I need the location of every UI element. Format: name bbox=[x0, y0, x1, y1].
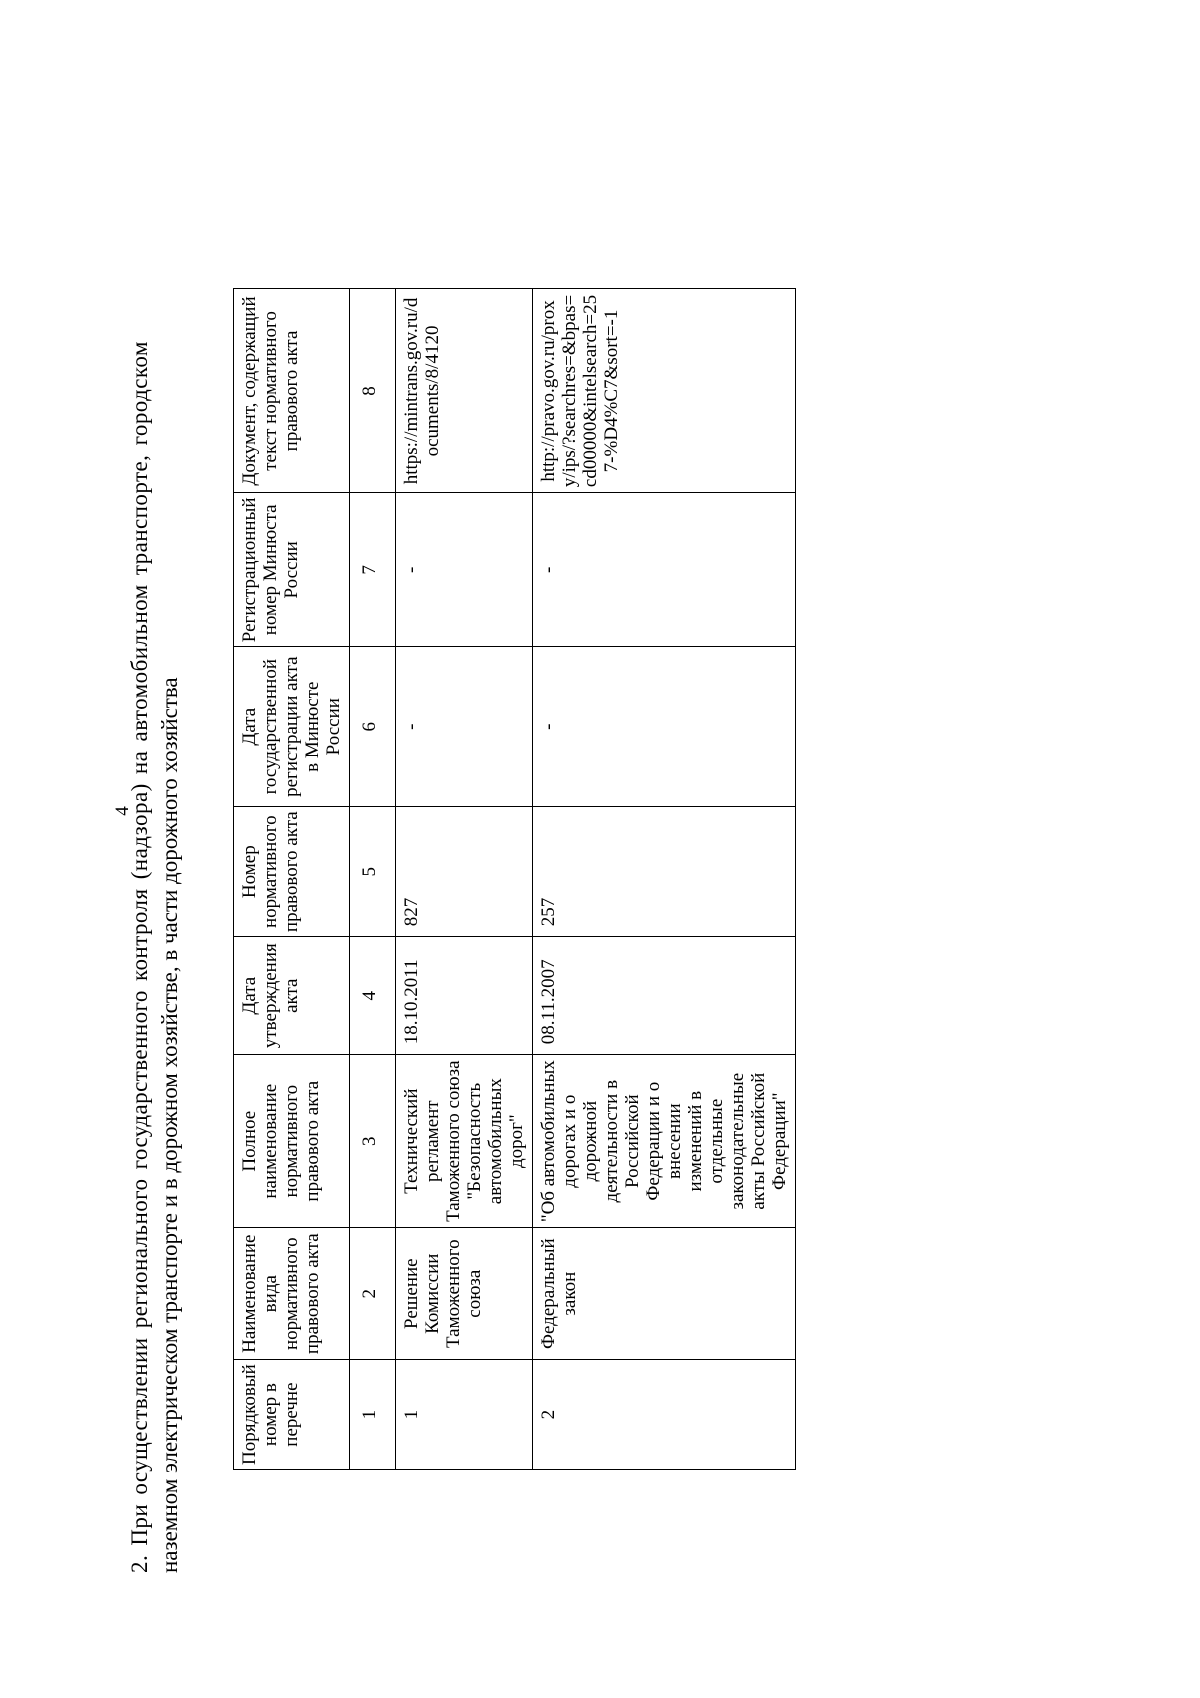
header-order-number: Порядковый номер в перечне bbox=[234, 1360, 350, 1470]
cell-document-link[interactable]: http://pravo.gov.ru/proxy/ips/?searchres=&bpas=cd00000&intelsearch=257-%D4%C7&sort=-1 bbox=[533, 289, 796, 493]
cell-registration-number: - bbox=[396, 493, 533, 647]
section-heading-line-1: 2. При осуществлении регионального государственного контроля (надзора) на автомобильном транспорте, городском bbox=[127, 341, 152, 1573]
table-column-numbers-row bbox=[350, 289, 396, 1470]
normative-acts-table bbox=[233, 288, 796, 1470]
header-document-link: Документ, содержащий текст нормативного правового акта bbox=[234, 289, 350, 493]
cell-act-number: 257 bbox=[533, 807, 796, 937]
column-number: 2 bbox=[350, 1228, 396, 1360]
cell-act-number: 827 bbox=[396, 807, 533, 937]
table-row bbox=[533, 289, 796, 1470]
header-act-number: Номер нормативного правового акта bbox=[234, 807, 350, 937]
page-number: 4 bbox=[112, 806, 133, 816]
cell-registration-date: - bbox=[533, 647, 796, 807]
header-act-kind: Наименование вида нормативного правового акта bbox=[234, 1228, 350, 1360]
table-header-row bbox=[234, 289, 350, 1470]
column-number: 5 bbox=[350, 807, 396, 937]
cell-act-kind: Федеральный закон bbox=[533, 1228, 796, 1360]
cell-registration-date: - bbox=[396, 647, 533, 807]
header-act-full-name: Полное наименование нормативного правового акта bbox=[234, 1055, 350, 1228]
column-number: 4 bbox=[350, 937, 396, 1055]
cell-act-full-name: Технический регламент Таможенного союза "Безопасность автомобильных дорог" bbox=[396, 1055, 533, 1228]
cell-order-number: 1 bbox=[396, 1360, 533, 1470]
column-number: 1 bbox=[350, 1360, 396, 1470]
table-row bbox=[396, 289, 533, 1470]
header-registration-number: Регистрационный номер Минюста России bbox=[234, 493, 350, 647]
cell-document-link[interactable]: https://mintrans.gov.ru/documents/8/4120 bbox=[396, 289, 533, 493]
cell-act-kind: Решение Комиссии Таможенного союза bbox=[396, 1228, 533, 1360]
cell-act-full-name: "Об автомобильных дорогах и о дорожной деятельности в Российской Федерации и о внесении изменений в отдельные законодательные акты Российской Федерации" bbox=[533, 1055, 796, 1228]
section-heading bbox=[125, 93, 185, 1573]
column-number: 3 bbox=[350, 1055, 396, 1228]
column-number: 7 bbox=[350, 493, 396, 647]
header-registration-date: Дата государственной регистрации акта в Минюсте России bbox=[234, 647, 350, 807]
header-approval-date: Дата утверждения акта bbox=[234, 937, 350, 1055]
cell-approval-date: 18.10.2011 bbox=[396, 937, 533, 1055]
column-number: 6 bbox=[350, 647, 396, 807]
cell-approval-date: 08.11.2007 bbox=[533, 937, 796, 1055]
column-number: 8 bbox=[350, 289, 396, 493]
section-heading-line-2: наземном электрическом транспорте и в дорожном хозяйстве, в части дорожного хозяйства bbox=[157, 677, 182, 1573]
cell-registration-number: - bbox=[533, 493, 796, 647]
cell-order-number: 2 bbox=[533, 1360, 796, 1470]
